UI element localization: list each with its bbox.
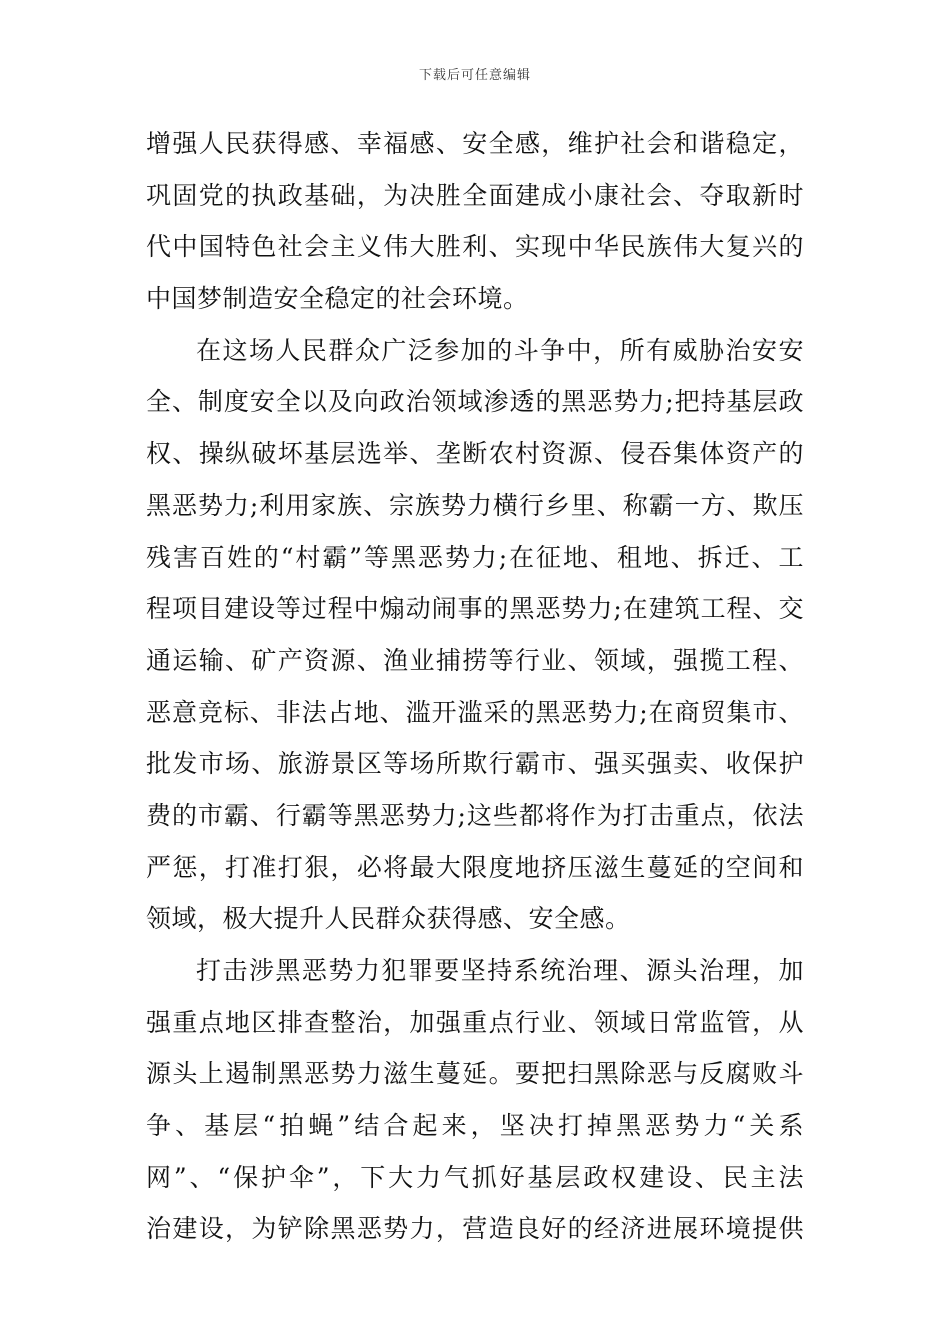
text-line: 治建设，为铲除黑恶势力，营造良好的经济进展环境提供 bbox=[146, 1214, 804, 1244]
paragraph-2 bbox=[146, 325, 804, 945]
document-body bbox=[146, 118, 804, 1255]
text-line: 领域，极大提升人民群众获得感、安全感。 bbox=[146, 904, 631, 934]
text-line: 权、操纵破坏基层选举、垄断农村资源、侵吞集体资产的 bbox=[146, 439, 804, 469]
text-line: 中国梦制造安全稳定的社会环境。 bbox=[146, 284, 529, 314]
download-note: 下载后可任意编辑 bbox=[418, 68, 531, 83]
text-line: 争、基层“拍蝇”结合起来，坚决打掉黑恶势力“关系 bbox=[146, 1111, 804, 1141]
text-line: 巩固党的执政基础，为决胜全面建成小康社会、夺取新时 bbox=[146, 180, 804, 210]
text-line: 网”、“保护伞”，下大力气抓好基层政权建设、民主法 bbox=[146, 1162, 804, 1192]
text-line: 残害百姓的“村霸”等黑恶势力;在征地、租地、拆迁、工 bbox=[146, 542, 804, 572]
text-line: 黑恶势力;利用家族、宗族势力横行乡里、称霸一方、欺压 bbox=[146, 490, 804, 520]
text-line: 代中国特色社会主义伟大胜利、实现中华民族伟大复兴的 bbox=[146, 232, 804, 262]
text-line: 全、制度安全以及向政治领域渗透的黑恶势力;把持基层政 bbox=[146, 387, 804, 417]
text-line: 恶意竞标、非法占地、滥开滥采的黑恶势力;在商贸集市、 bbox=[146, 697, 804, 727]
text-line: 程项目建设等过程中煽动闹事的黑恶势力;在建筑工程、交 bbox=[146, 594, 804, 624]
paragraph-3 bbox=[146, 945, 804, 1255]
text-line: 源头上遏制黑恶势力滋生蔓延。要把扫黑除恶与反腐败斗 bbox=[146, 1059, 804, 1089]
text-line: 批发市场、旅游景区等场所欺行霸市、强买强卖、收保护 bbox=[146, 749, 804, 779]
text-line: 费的市霸、行霸等黑恶势力;这些都将作为打击重点，依法 bbox=[146, 800, 804, 830]
text-line: 增强人民获得感、幸福感、安全感，维护社会和谐稳定， bbox=[146, 129, 804, 158]
text-line: 在这场人民群众广泛参加的斗争中，所有威胁治安安 bbox=[196, 335, 804, 365]
text-line: 强重点地区排查整治，加强重点行业、领域日常监管，从 bbox=[146, 1007, 804, 1037]
text-line: 严惩，打准打狠，必将最大限度地挤压滋生蔓延的空间和 bbox=[146, 852, 804, 882]
text-line: 打击涉黑恶势力犯罪要坚持系统治理、源头治理，加 bbox=[196, 956, 804, 985]
text-line: 通运输、矿产资源、渔业捕捞等行业、领域，强揽工程、 bbox=[146, 645, 804, 675]
paragraph-1 bbox=[146, 118, 804, 325]
